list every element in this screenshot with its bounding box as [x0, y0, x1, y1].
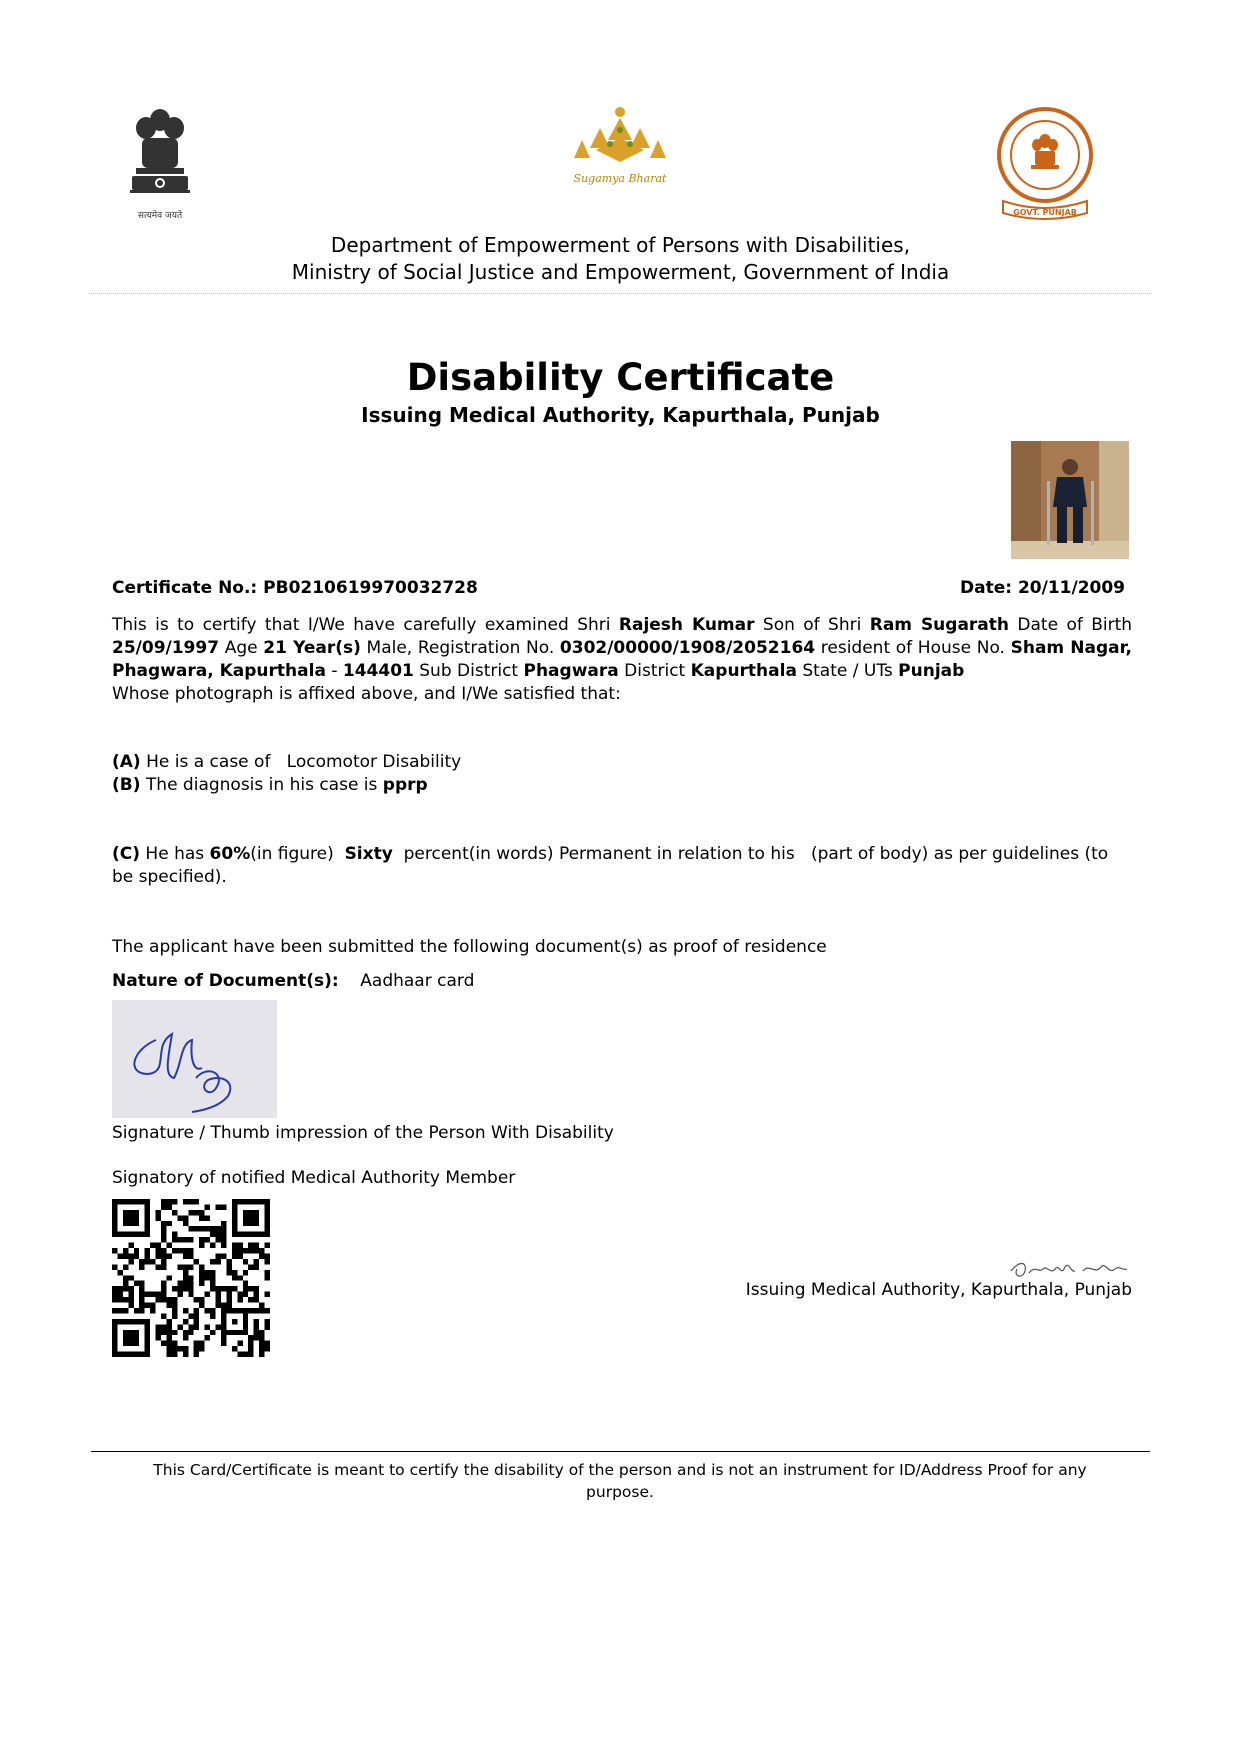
- photograph-statement: Whose photograph is affixed above, and I/We satisfied that:: [112, 684, 621, 704]
- disability-type: Locomotor Disability: [286, 752, 462, 772]
- disability-percent-words: Sixty: [344, 844, 393, 864]
- certificate-date: [960, 577, 1125, 600]
- finding-b-text: The diagnosis in his case is: [145, 775, 378, 795]
- finding-b-label: (B): [112, 775, 141, 795]
- certificate-date-label: Date:: [960, 578, 1013, 598]
- document-nature: [112, 970, 474, 993]
- finding-c: [112, 843, 1132, 889]
- resident-label: resident of House No.: [820, 638, 1005, 658]
- svg-text:सत्यमेव जयते: सत्यमेव जयते: [137, 211, 183, 221]
- certification-paragraph: [112, 614, 1132, 706]
- svg-text:GOVT. PUNJAB: GOVT. PUNJAB: [1013, 208, 1077, 217]
- signatory-label: Signatory of notified Medical Authority Member: [112, 1168, 516, 1188]
- address-value: Sham Nagar, Phagwara, Kapurthala: [112, 638, 1132, 681]
- certificate-number-value: PB0210619970032728: [263, 578, 478, 598]
- gender-value: Male,: [366, 638, 413, 658]
- intro-text: This is to certify that I/We have carefully examined Shri: [112, 615, 611, 635]
- son-of-label: Son of Shri: [762, 615, 862, 635]
- person-name: Rajesh Kumar: [618, 615, 755, 635]
- national-emblem-icon: [120, 100, 200, 225]
- finding-a: [112, 751, 461, 774]
- finding-b: [112, 774, 428, 797]
- district-label: District: [624, 661, 686, 681]
- finding-c-text: He has: [145, 844, 205, 864]
- footer-divider: [91, 1451, 1150, 1452]
- age-value: 21 Year(s): [263, 638, 361, 658]
- state-value: Punjab: [898, 661, 965, 681]
- district-value: Kapurthala: [690, 661, 797, 681]
- footer-disclaimer: This Card/Certificate is meant to certify the disability of the person and is not an instrument for ID/Address Proof for any purpose.: [153, 1461, 1087, 1501]
- certificate-number-label: Certificate No.:: [112, 578, 258, 598]
- sugamya-bharat-logo: [560, 100, 680, 200]
- finding-c-label: (C): [112, 844, 141, 864]
- address-dash: -: [331, 661, 338, 681]
- disability-percent-figure: 60%: [209, 844, 251, 864]
- finding-a-label: (A): [112, 752, 141, 772]
- age-label: Age: [224, 638, 258, 658]
- person-photograph: [1011, 441, 1129, 559]
- dob-label: Date of Birth: [1017, 615, 1133, 635]
- in-words-text: percent(in words) Permanent in relation to his: [403, 844, 795, 864]
- certificate-title: Disability Certificate: [406, 356, 835, 399]
- in-figure-text: (in figure): [250, 844, 334, 864]
- body-part-text: (part of body) as per guidelines (to be specified).: [112, 844, 1109, 887]
- dob-value: 25/09/1997: [112, 638, 220, 658]
- signature-caption: Signature / Thumb impression of the Person With Disability: [112, 1123, 614, 1143]
- document-nature-label: Nature of Document(s):: [112, 971, 339, 991]
- certificate-number: [112, 577, 478, 600]
- state-label: State / UTs: [802, 661, 893, 681]
- subdistrict-label: Sub District: [419, 661, 519, 681]
- finding-a-text: He is a case of: [146, 752, 271, 772]
- registration-number: 0302/00000/1908/2052164: [559, 638, 816, 658]
- subdistrict-value: Phagwara: [523, 661, 619, 681]
- certificate-date-value: 20/11/2009: [1017, 578, 1126, 598]
- department-line-1: Department of Empowerment of Persons with Disabilities,: [330, 233, 911, 257]
- punjab-govt-seal-icon: [995, 105, 1095, 225]
- qr-code: [112, 1199, 270, 1357]
- department-line-2: Ministry of Social Justice and Empowerment, Government of India: [291, 260, 950, 284]
- diagnosis-value: pprp: [382, 775, 428, 795]
- father-name: Ram Sugarath: [869, 615, 1010, 635]
- header-divider: [89, 293, 1152, 294]
- svg-text:Sugamya Bharat: Sugamya Bharat: [573, 172, 667, 185]
- person-signature: [112, 1000, 277, 1118]
- document-nature-value: Aadhaar card: [360, 971, 475, 991]
- pin-code: 144401: [342, 661, 414, 681]
- issuing-authority-signature: Issuing Medical Authority, Kapurthala, Punjab: [745, 1280, 1132, 1300]
- registration-label: Registration No.: [417, 638, 555, 658]
- certificate-subtitle: Issuing Medical Authority, Kapurthala, Punjab: [361, 403, 880, 427]
- department-heading: [0, 232, 1241, 286]
- documents-intro: The applicant have been submitted the following document(s) as proof of residence: [112, 937, 827, 957]
